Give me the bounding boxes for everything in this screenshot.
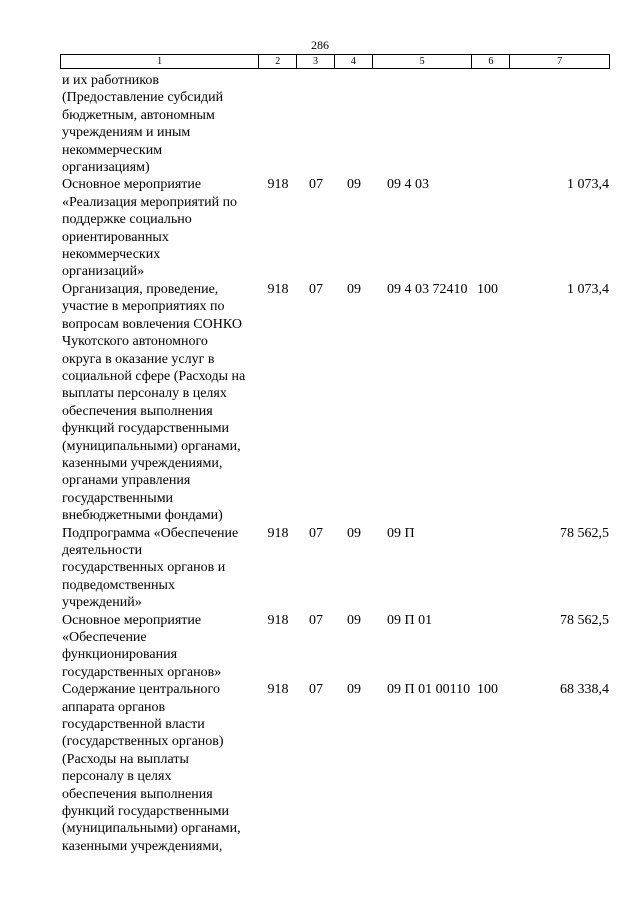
row-section: 07 (309, 281, 323, 297)
row-name (60, 612, 259, 682)
row-name-line: участие в мероприятиях по (62, 299, 225, 315)
row-sum: 78 562,5 (560, 525, 609, 541)
row-subsection: 09 (347, 682, 361, 698)
row-target-article: 09 4 03 (387, 177, 429, 193)
row-name-line: выплаты персоналу в целях (62, 386, 227, 402)
row-name-line: обеспечения выполнения (62, 786, 213, 802)
row-name-line: округа в оказание услуг в (62, 351, 215, 367)
row-name-line: казенными учреждениями, (62, 455, 223, 471)
row-name-line: функций государственными (62, 421, 230, 437)
header-col-1: 1 (61, 55, 259, 68)
table-row (60, 612, 610, 682)
row-name-line: организаций» (62, 264, 145, 280)
row-grbs: 918 (267, 682, 289, 698)
row-name-line: Подпрограмма «Обеспечение (62, 525, 239, 541)
row-name-line: персоналу в целях (62, 769, 172, 785)
header-col-2: 2 (259, 55, 297, 68)
row-subsection: 09 (347, 177, 361, 193)
table-row (60, 281, 610, 525)
row-name-line: Основное мероприятие (62, 177, 202, 193)
row-name-line: казенными учреждениями, (62, 838, 223, 854)
row-name-line: органами управления (62, 473, 191, 489)
row-subsection (335, 72, 373, 176)
row-section (297, 72, 335, 176)
page-number: 286 (311, 38, 329, 52)
row-name-line: «Обеспечение (62, 630, 147, 645)
row-section: 07 (309, 612, 323, 628)
row-name-line: деятельности (62, 542, 143, 558)
row-name-line: государственными (62, 490, 174, 506)
row-name-line: аппарата органов (62, 699, 166, 715)
row-name-line: организациям) (62, 160, 150, 176)
row-grbs (259, 72, 297, 176)
row-name-line: некоммерческим (62, 142, 163, 158)
row-name-line: учреждениям и иным (62, 125, 191, 141)
row-name-line: функционирования (62, 647, 178, 663)
row-name-line: (муниципальными) органами, (62, 438, 241, 454)
row-name-line: государственной власти (62, 717, 205, 733)
row-grbs: 918 (267, 281, 289, 297)
row-name-line: ориентированных (62, 229, 169, 245)
row-sum: 68 338,4 (560, 682, 609, 698)
row-name-line: функций государственными (62, 804, 230, 820)
row-name-line: государственных органов» (62, 664, 222, 680)
row-name (60, 281, 259, 525)
header-col-7: 7 (557, 56, 563, 67)
row-sum: 1 073,4 (567, 177, 609, 193)
row-section: 07 (309, 682, 323, 698)
row-name-line: Основное мероприятие (62, 612, 202, 628)
row-section: 07 (309, 525, 323, 541)
row-name-line: некоммерческих (62, 247, 161, 263)
row-name-line: и их работников (62, 73, 159, 88)
row-grbs: 918 (267, 525, 289, 541)
row-name-line: внебюджетными фондами) (62, 508, 223, 524)
row-name-line: подведомственных (62, 577, 175, 593)
row-name (60, 681, 259, 855)
table-row (60, 176, 610, 280)
row-name (60, 525, 259, 612)
row-subsection: 09 (347, 525, 361, 541)
header-col-3: 3 (297, 55, 335, 68)
header-col-5: 5 (373, 55, 473, 68)
row-target-article: 09 П 01 00110 (387, 682, 471, 698)
row-name-line: социальной сфере (Расходы на (62, 368, 246, 384)
row-expense-type: 100 (477, 281, 498, 297)
row-name-line: государственных органов и (62, 560, 226, 576)
row-sum: 78 562,5 (560, 612, 609, 628)
row-subsection: 09 (347, 281, 361, 297)
row-sum (511, 72, 610, 176)
row-name-line: (государственных органов) (62, 734, 224, 750)
row-name-line: Организация, проведение, (62, 281, 219, 297)
row-expense-type (473, 72, 511, 176)
row-name-line: бюджетным, автономным (62, 107, 215, 123)
table-row (60, 525, 610, 612)
row-name-line: вопросам вовлечения СОНКО (62, 316, 242, 332)
budget-table (60, 72, 610, 855)
row-grbs: 918 (267, 612, 289, 628)
row-expense-type (473, 525, 511, 612)
row-name-line: (Расходы на выплаты (62, 751, 189, 767)
row-name-line: «Реализация мероприятий по (62, 194, 238, 210)
row-grbs: 918 (267, 177, 289, 193)
row-expense-type (473, 612, 511, 682)
table-header (60, 54, 610, 69)
row-name-line: Содержание центрального (62, 682, 220, 698)
row-sum: 1 073,4 (567, 281, 609, 297)
row-target-article (373, 72, 473, 176)
header-col-4: 4 (335, 55, 373, 68)
row-subsection: 09 (347, 612, 361, 628)
row-target-article: 09 4 03 72410 (387, 281, 468, 297)
row-name (60, 72, 259, 176)
header-col-6: 6 (472, 55, 510, 68)
row-expense-type (473, 176, 511, 280)
row-name-line: Чукотского автономного (62, 334, 208, 350)
row-name-line: обеспечения выполнения (62, 403, 213, 419)
table-row (60, 681, 610, 855)
row-name-line: поддержке социально (62, 212, 192, 228)
row-target-article: 09 П (387, 525, 415, 541)
table-row (60, 72, 610, 176)
row-section: 07 (309, 177, 323, 193)
row-name-line: учреждений» (62, 595, 142, 611)
row-name-line: (муниципальными) органами, (62, 821, 241, 837)
row-expense-type: 100 (477, 682, 498, 698)
row-target-article: 09 П 01 (387, 612, 433, 628)
row-name (60, 176, 259, 280)
row-name-line: (Предоставление субсидий (62, 90, 224, 106)
